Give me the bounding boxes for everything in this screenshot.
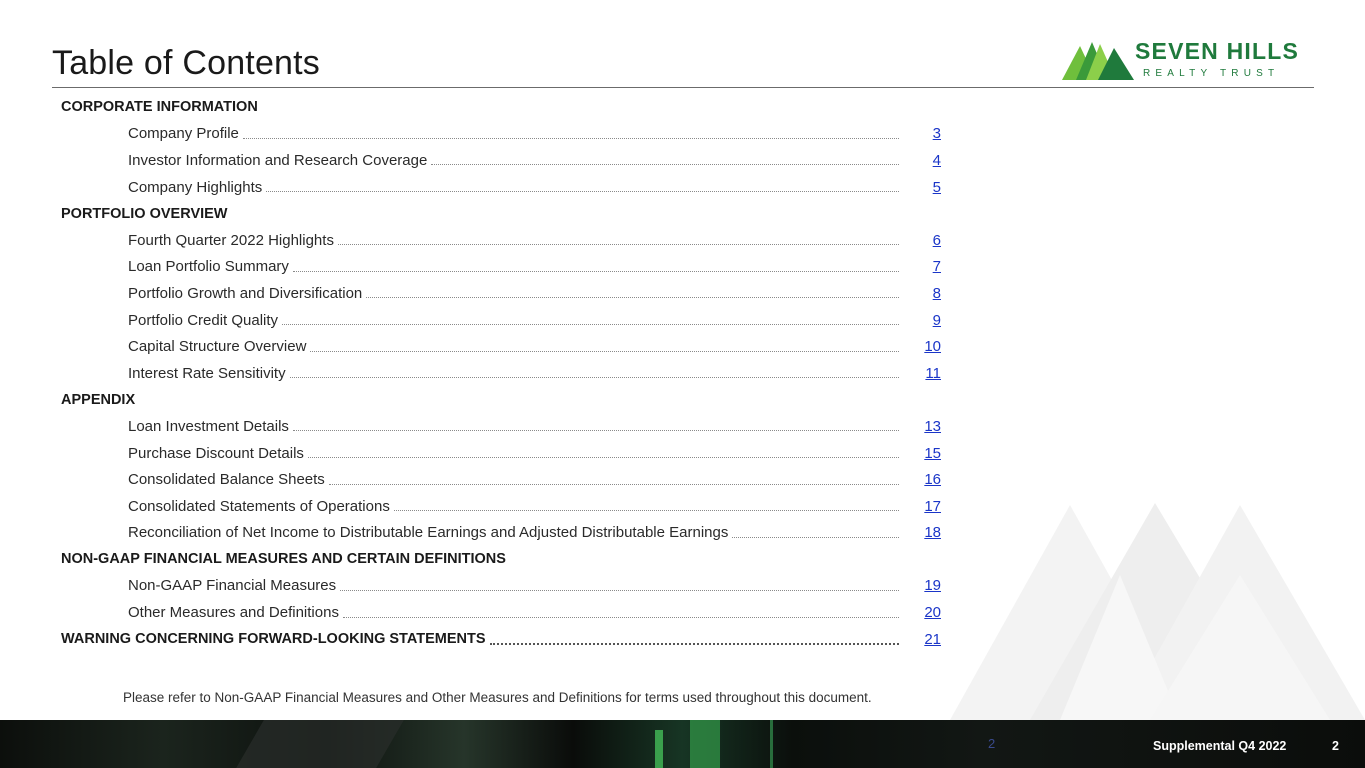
footer-note: Please refer to Non-GAAP Financial Measures and Other Measures and Definitions for terms used throughout this document. [123, 690, 872, 705]
toc-entry-label: Interest Rate Sensitivity [128, 364, 286, 382]
mountains-logo-icon [1062, 40, 1134, 80]
toc-page-link[interactable]: 11 [925, 364, 941, 382]
toc-dot-leader [329, 484, 899, 485]
toc-entry-label: Fourth Quarter 2022 Highlights [128, 231, 334, 249]
toc-page-link[interactable]: 4 [932, 151, 941, 169]
toc-section-heading [61, 200, 941, 227]
toc-entry [61, 227, 941, 254]
toc-page-link[interactable]: 13 [924, 417, 941, 435]
toc-page-link[interactable]: 19 [924, 577, 941, 595]
toc-page-link[interactable]: 5 [932, 178, 941, 196]
toc-entry-label: Loan Investment Details [128, 417, 289, 435]
toc-entry-label: Company Profile [128, 125, 239, 143]
company-logo [1062, 38, 1316, 82]
toc-entry [61, 440, 941, 467]
toc-dot-leader [366, 297, 899, 298]
footer-label: Supplemental Q4 2022 [1153, 739, 1287, 753]
toc-page-link[interactable]: 15 [924, 444, 941, 462]
toc-page-link[interactable]: 16 [924, 471, 941, 489]
toc-dot-leader [431, 164, 899, 165]
toc-warning-label: WARNING CONCERNING FORWARD-LOOKING STATEMENTS [61, 631, 486, 648]
table-of-contents [61, 94, 941, 652]
footer-ghost-page-number: 2 [988, 736, 996, 751]
toc-entry [61, 493, 941, 520]
toc-dot-leader [490, 643, 899, 645]
toc-dot-leader [338, 244, 899, 245]
toc-entry [61, 599, 941, 626]
toc-entry [61, 573, 941, 600]
background-mountains-decoration [940, 495, 1365, 720]
toc-section-label: APPENDIX [61, 391, 136, 408]
toc-entry-label: Portfolio Credit Quality [128, 311, 279, 329]
toc-dot-leader [293, 430, 899, 431]
toc-entry-label: Consolidated Balance Sheets [128, 471, 325, 489]
toc-entry-label: Reconciliation of Net Income to Distributable Earnings and Adjusted Distributable Earnings [128, 524, 729, 542]
toc-dot-leader [290, 377, 899, 378]
toc-section-heading [61, 94, 941, 121]
toc-entry [61, 520, 941, 547]
footer-page-number: 2 [1332, 739, 1339, 753]
toc-section-label: NON-GAAP FINANCIAL MEASURES AND CERTAIN DEFINITIONS [61, 551, 506, 568]
toc-entry-label: Capital Structure Overview [128, 338, 307, 356]
toc-entry [61, 413, 941, 440]
toc-dot-leader [340, 590, 899, 591]
toc-dot-leader [282, 324, 899, 325]
toc-entry [61, 174, 941, 201]
toc-entry-label: Purchase Discount Details [128, 444, 304, 462]
toc-entry-label: Company Highlights [128, 178, 263, 196]
toc-page-link[interactable]: 17 [924, 497, 941, 515]
toc-entry [61, 147, 941, 174]
toc-dot-leader [308, 457, 899, 458]
toc-entry [61, 121, 941, 148]
toc-entry [61, 254, 941, 281]
toc-section-label: CORPORATE INFORMATION [61, 99, 258, 116]
toc-page-link[interactable]: 10 [924, 338, 941, 356]
toc-page-link[interactable]: 6 [932, 231, 941, 249]
toc-dot-leader [266, 191, 899, 192]
toc-entry-label: Investor Information and Research Coverage [128, 151, 428, 169]
toc-dot-leader [293, 271, 899, 272]
toc-warning-entry [61, 626, 941, 653]
toc-dot-leader [732, 537, 899, 538]
toc-section-label: PORTFOLIO OVERVIEW [61, 205, 228, 222]
toc-section-heading [61, 546, 941, 573]
toc-entry [61, 307, 941, 334]
toc-entry-label: Portfolio Growth and Diversification [128, 284, 363, 302]
toc-page-link[interactable]: 3 [932, 125, 941, 143]
toc-entry [61, 360, 941, 387]
title-divider [52, 87, 1314, 88]
toc-dot-leader [394, 510, 899, 511]
toc-entry-label: Loan Portfolio Summary [128, 258, 289, 276]
toc-entry-label: Non-GAAP Financial Measures [128, 577, 337, 595]
toc-page-link[interactable]: 20 [924, 604, 941, 622]
toc-entry-label: Other Measures and Definitions [128, 604, 339, 622]
toc-entry [61, 280, 941, 307]
logo-subtitle: REALTY TRUST [1143, 68, 1280, 79]
toc-page-link[interactable]: 8 [932, 284, 941, 302]
toc-dot-leader [343, 617, 899, 618]
page-title: Table of Contents [52, 44, 321, 82]
toc-dot-leader [243, 138, 899, 139]
toc-page-link[interactable]: 7 [932, 258, 941, 276]
toc-entry [61, 333, 941, 360]
toc-section-heading [61, 387, 941, 414]
toc-dot-leader [310, 351, 899, 352]
toc-page-link[interactable]: 9 [932, 311, 941, 329]
toc-page-link[interactable]: 18 [924, 524, 941, 542]
toc-entry-label: Consolidated Statements of Operations [128, 497, 390, 515]
logo-name: SEVEN HILLS [1135, 38, 1300, 64]
toc-entry [61, 466, 941, 493]
toc-page-link[interactable]: 21 [924, 630, 941, 648]
